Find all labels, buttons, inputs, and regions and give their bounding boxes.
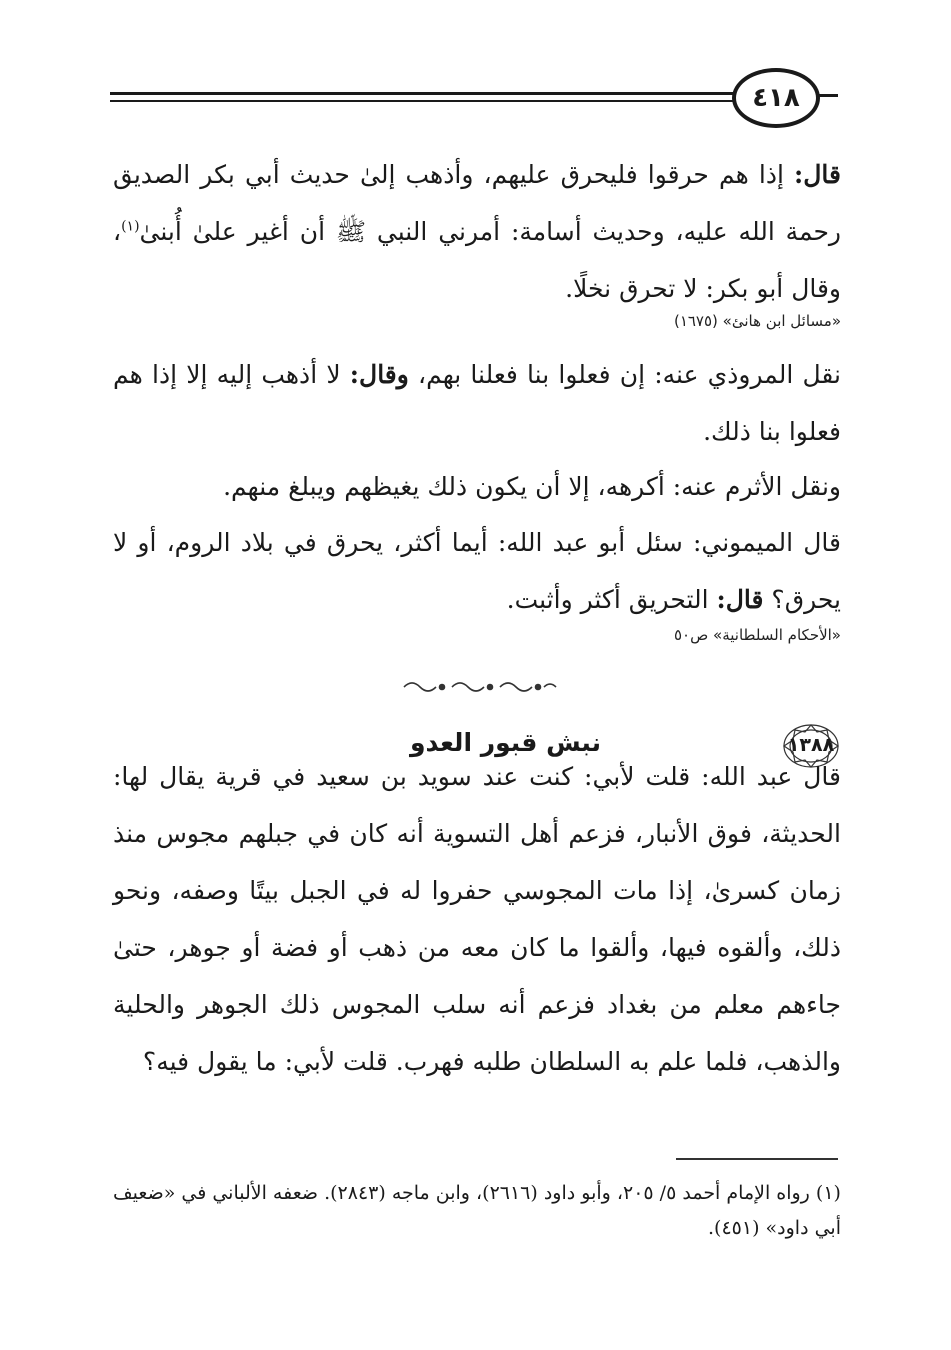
marwadhi-text-end: لا أذهب إليه إلا إذا هم فعلوا بنا ذلك. xyxy=(113,360,841,446)
qala-label: قال: xyxy=(794,160,841,189)
footnote-text: رواه الإمام أحمد ٥/ ٢٠٥، وأبو داود (٢٦١٦)، وابن ماجه (٢٨٤٣). ضعفه الألباني في «ضعيف أبي داود» (٤٥١). xyxy=(113,1182,841,1239)
footnote-marker[interactable]: (١) xyxy=(121,218,140,235)
qala-label: قال: xyxy=(716,585,764,614)
paragraph-maymuni xyxy=(113,514,841,628)
marwadhi-text: نقل المروذي عنه: إن فعلوا بنا فعلنا بهم، xyxy=(408,360,842,389)
paragraph-marwadhi xyxy=(113,346,841,460)
source-citation-1: «مسائل ابن هانئ» (١٦٧٥) xyxy=(673,312,841,330)
header-rule-bottom xyxy=(110,100,736,102)
footnote-rule xyxy=(676,1158,838,1160)
page-number-badge xyxy=(732,68,820,128)
header-rule-top xyxy=(110,92,736,95)
ornament-divider-icon xyxy=(400,676,560,698)
paragraph-opening-end: ، وقال أبو بكر: لا تحرق نخلًا. xyxy=(113,217,841,303)
qala-label: وقال: xyxy=(349,360,409,389)
footnote xyxy=(113,1176,841,1246)
paragraph-opening-text: إذا هم حرقوا فليحرق عليهم، وأذهب إلىٰ حديث أبي بكر الصديق رحمة الله عليه، وحديث أسامة: أمرني النبي ﷺ أن أغير علىٰ أُبنىٰ xyxy=(113,160,841,246)
section-number: ١٣٨٨ xyxy=(787,734,835,756)
maymuni-text: قال الميموني: سئل أبو عبد الله: أيما أكثر، يحرق في بلاد الروم، أو لا يحرق؟ xyxy=(113,528,841,614)
abdullah-text: قال عبد الله: قلت لأبي: كنت عند سويد بن سعيد في قرية يقال لها: الحديثة، فوق الأنبار، فزعم أهل التسوية أنه كان في جبلهم مجوس منذ زمان كسرىٰ، إذا مات المجوسي حفروا له في الجبل بيتًا وصفه، ونحو ذلك، وألقوه فيها، وألقوا ما كان معه من ذهب أو فضة أو جوهر، حتىٰ جاءهم معلم من بغداد فزعم أنه سلب المجوس ذلك الجوهر والحلية والذهب، فلما علم به السلطان طلبه فهرب. قلت لأبي: ما يقول فيه؟ xyxy=(113,762,841,1076)
athram-text: ونقل الأثرم عنه: أكرهه، إلا أن يكون ذلك يغيظهم ويبلغ منهم. xyxy=(223,472,841,501)
footnote-number: (١) xyxy=(815,1182,841,1204)
paragraph-athram xyxy=(113,458,841,515)
paragraph-abdullah xyxy=(113,748,841,1090)
section-title: نبش قبور العدو xyxy=(409,728,601,757)
page-number: ٤١٨ xyxy=(752,83,800,113)
paragraph-opening xyxy=(113,146,841,317)
source-citation-2: «الأحكام السلطانية» ص٥٠ xyxy=(674,626,841,644)
maymuni-text-end: التحريق أكثر وأثبت. xyxy=(506,585,717,614)
